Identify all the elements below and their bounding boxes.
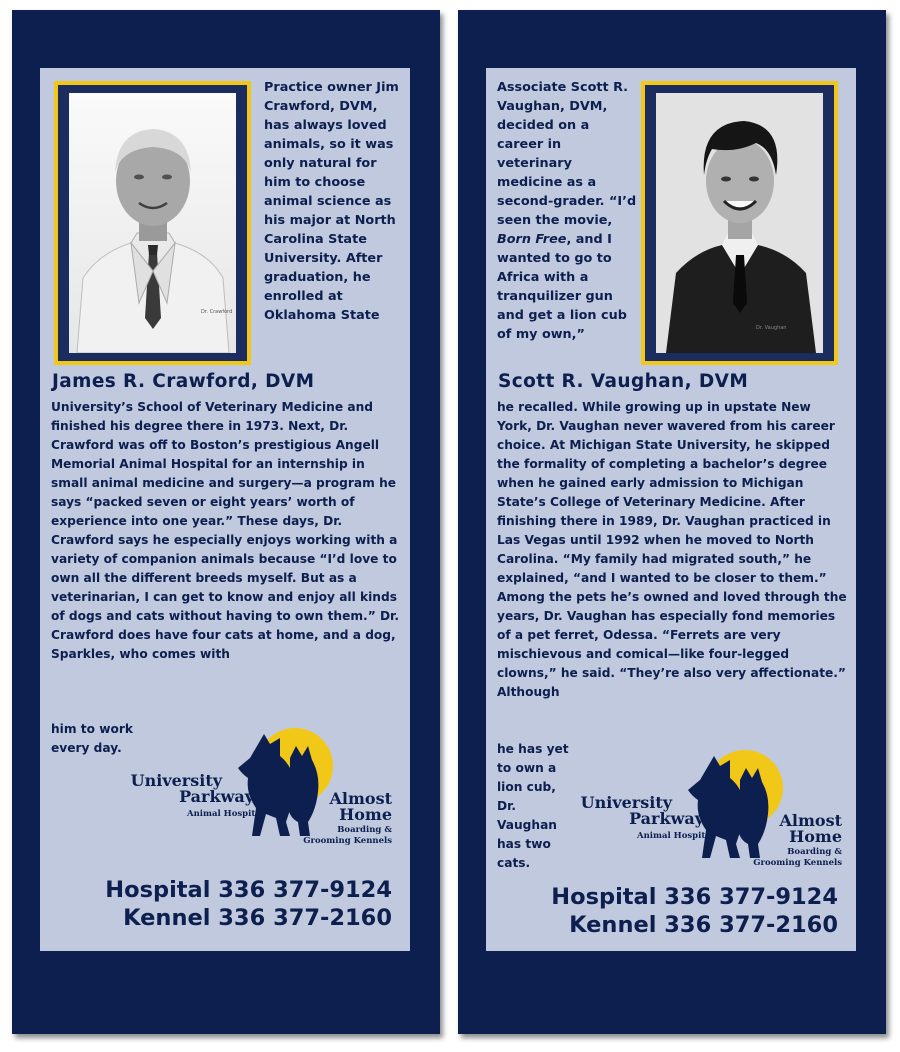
intro-part-b: , and I wanted to go to Africa with a tranquilizer gun and get a lion cub of my own,” — [497, 232, 627, 342]
doctor-name: Scott R. Vaughan, DVM — [498, 371, 749, 392]
doctor-card-crawford — [12, 10, 440, 1034]
logo-grooming: Grooming Kennels — [753, 858, 842, 868]
logo-home: Home — [789, 827, 842, 846]
doctor-photo-crawford — [69, 93, 236, 353]
portrait-illustration — [656, 93, 823, 353]
bio-text: he recalled. While growing up in upstate New York, Dr. Vaughan never wavered from his career choice. At Michigan State University, he skipped the formality of completing a bachelor’s degree when he gained early admission to Michigan State’s College of Veterinary Medicine. After finishing there in 1989, Dr. Vaughan practiced in Las Vegas until 1992 when he moved to North Carolina. “My family had migrated south,” he explained, “and I wanted to be closer to them.” Among the pets he’s owned and loved through the years, Dr. Vaughan has especially fond memories of a pet ferret, Odessa. “Ferrets are very mischievous and comical—like four-legged clowns,” he said. “They’re also very affectionate.” Although — [497, 400, 847, 699]
bio-text: University’s School of Veterinary Medicine and finished his degree there in 1973. Next, Dr. Crawford was off to Boston’s prestigious Angell Memorial Animal Hospital for an internship in small animal medicine and surgery—a program he says “packed seven or eight years’ worth of experience into one year.” These days, Dr. Crawford says he especially enjoys working with a variety of companion animals because “I’d love to own all the different breeds myself. But as a veterinarian, I can get to know and enjoy all kinds of dogs and cats without having to own them.” Dr. Crawford does have four cats at home, and a dog, Sparkles, who comes with — [51, 400, 399, 661]
kennel-phone: Kennel 336 377-2160 — [123, 905, 392, 931]
logo-university: University — [580, 793, 672, 812]
logo-animal-hospital: Animal Hospital — [636, 831, 714, 841]
doctor-card-vaughan — [458, 10, 886, 1034]
intro-text: Practice owner Jim Crawford, DVM, has always loved animals, so it was only natural for him to choose animal science as his major at North Carolina State University. After graduation, he enrolled at Oklahoma State — [264, 80, 399, 323]
doctor-name: James R. Crawford, DVM — [52, 371, 315, 392]
logo-almost: Almost — [779, 811, 842, 830]
clinic-logo — [130, 718, 400, 868]
photo-frame — [641, 81, 838, 365]
kennel-phone: Kennel 336 377-2160 — [569, 912, 838, 938]
intro-part-a: Associate Scott R. Vaughan, DVM, decided on a career in veterinary medicine as a second-grader. “I’d seen the movie, — [497, 80, 637, 228]
card-panel — [486, 68, 856, 951]
bio-tail-text: he has yet to own a lion cub, Dr. Vaughan has two cats. — [497, 742, 569, 870]
logo-boarding: Boarding & — [787, 847, 842, 857]
logo-university: University — [130, 771, 222, 790]
portrait-illustration — [69, 93, 236, 353]
hospital-phone: Hospital 336 377-9124 — [551, 884, 838, 910]
logo-grooming: Grooming Kennels — [303, 836, 392, 846]
logo-home: Home — [339, 805, 392, 824]
coat-badge: Dr. Vaughan — [756, 325, 787, 331]
contact-block — [551, 883, 838, 939]
movie-title: Born Free — [497, 232, 567, 247]
logo-almost: Almost — [329, 789, 392, 808]
logo-parkway: Parkway — [629, 809, 704, 828]
logo-boarding: Boarding & — [337, 825, 392, 835]
logo-animal-hospital: Animal Hospital — [186, 809, 264, 819]
card-panel — [40, 68, 410, 951]
hospital-phone: Hospital 336 377-9124 — [105, 877, 392, 903]
clinic-logo — [580, 740, 850, 890]
intro-text — [497, 78, 637, 344]
coat-badge: Dr. Crawford — [201, 309, 233, 315]
bio-tail-text: him to work every day. — [51, 722, 133, 755]
contact-block — [105, 876, 392, 932]
logo-parkway: Parkway — [179, 787, 254, 806]
photo-frame — [54, 81, 251, 365]
doctor-photo-vaughan — [656, 93, 823, 353]
